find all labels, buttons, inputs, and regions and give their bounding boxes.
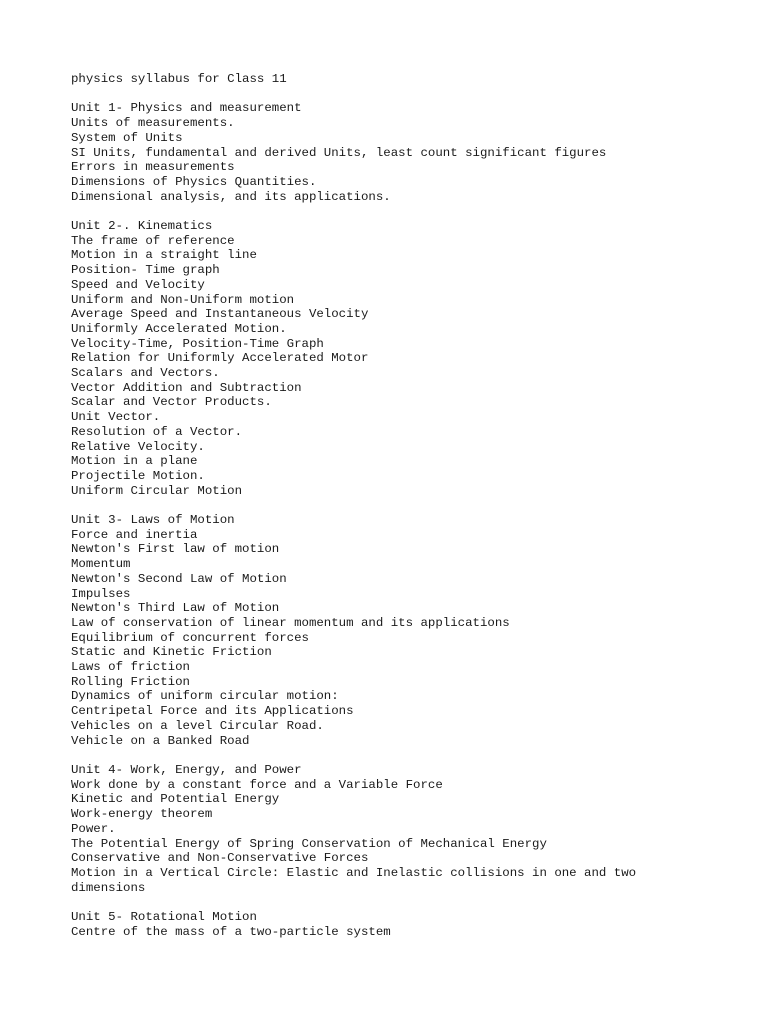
topic-line: Uniform and Non-Uniform motion [71,292,295,307]
unit-section [71,513,731,748]
topic-line: Force and inertia [71,527,198,542]
unit-section [71,910,731,939]
topic-line: Rolling Friction [71,674,190,689]
unit-section [71,219,731,498]
topic-line: Scalar and Vector Products. [71,395,272,410]
topic-line: Newton's Third Law of Motion [71,601,280,616]
topic-line: System of Units [71,130,183,145]
topic-line: Vehicles on a level Circular Road. [71,718,324,733]
topic-line: Scalars and Vectors. [71,366,220,381]
topic-line: Law of conservation of linear momentum and its applications [71,615,510,630]
topic-line: SI Units, fundamental and derived Units, least count significant figures [71,145,607,160]
topic-line: Units of measurements. [71,116,235,131]
topic-line: Dimensional analysis, and its applications. [71,189,391,204]
topic-line: The frame of reference [71,233,235,248]
topic-line: Velocity-Time, Position-Time Graph [71,336,324,351]
topic-line: Dimensions of Physics Quantities. [71,174,317,189]
unit-section [71,763,731,895]
document-title: physics syllabus for Class 11 [71,72,287,86]
topic-line: Dynamics of uniform circular motion: [71,689,339,704]
topic-line: Vehicle on a Banked Road [71,733,250,748]
topic-line: Kinetic and Potential Energy [71,792,280,807]
topic-line: Power. [71,821,116,836]
topic-line: Newton's First law of motion [71,542,280,557]
topic-line: Position- Time graph [71,263,220,278]
unit-heading: Unit 1- Physics and measurement [71,101,302,116]
topic-line: Motion in a straight line [71,248,257,263]
topic-line: Momentum [71,557,131,572]
topic-line: Uniform Circular Motion [71,483,243,498]
unit-heading: Unit 2-. Kinematics [71,219,213,233]
topic-line: Relative Velocity. [71,439,205,454]
topic-line: Unit Vector. [71,410,161,425]
unit-heading: Unit 4- Work, Energy, and Power [71,762,302,777]
unit-section [71,101,731,204]
topic-line: Conservative and Non-Conservative Forces [71,851,369,866]
topic-line: Centre of the mass of a two-particle system [71,924,391,939]
topic-line: Laws of friction [71,660,190,675]
topic-line: Work-energy theorem [71,807,213,822]
topic-line: Resolution of a Vector. [71,424,243,439]
topic-line: dimensions [71,880,146,895]
topic-line: Vector Addition and Subtraction [71,380,302,395]
document-page [71,72,731,939]
sections-container [71,101,731,939]
topic-line: Motion in a plane [71,454,198,469]
unit-heading: Unit 3- Laws of Motion [71,513,235,528]
topic-line: The Potential Energy of Spring Conservation of Mechanical Energy [71,836,547,851]
topic-line: Average Speed and Instantaneous Velocity [71,307,369,322]
topic-line: Relation for Uniformly Accelerated Motor [71,351,369,366]
unit-heading: Unit 5- Rotational Motion [71,910,257,924]
topic-line: Impulses [71,586,131,601]
topic-line: Static and Kinetic Friction [71,645,272,660]
topic-line: Errors in measurements [71,160,235,175]
topic-line: Equilibrium of concurrent forces [71,630,309,645]
topic-line: Speed and Velocity [71,277,205,292]
topic-line: Motion in a Vertical Circle: Elastic and Inelastic collisions in one and two [71,865,637,880]
topic-line: Work done by a constant force and a Variable Force [71,777,443,792]
topic-line: Projectile Motion. [71,468,205,483]
topic-line: Centripetal Force and its Applications [71,704,354,719]
topic-line: Newton's Second Law of Motion [71,571,287,586]
topic-line: Uniformly Accelerated Motion. [71,321,287,336]
